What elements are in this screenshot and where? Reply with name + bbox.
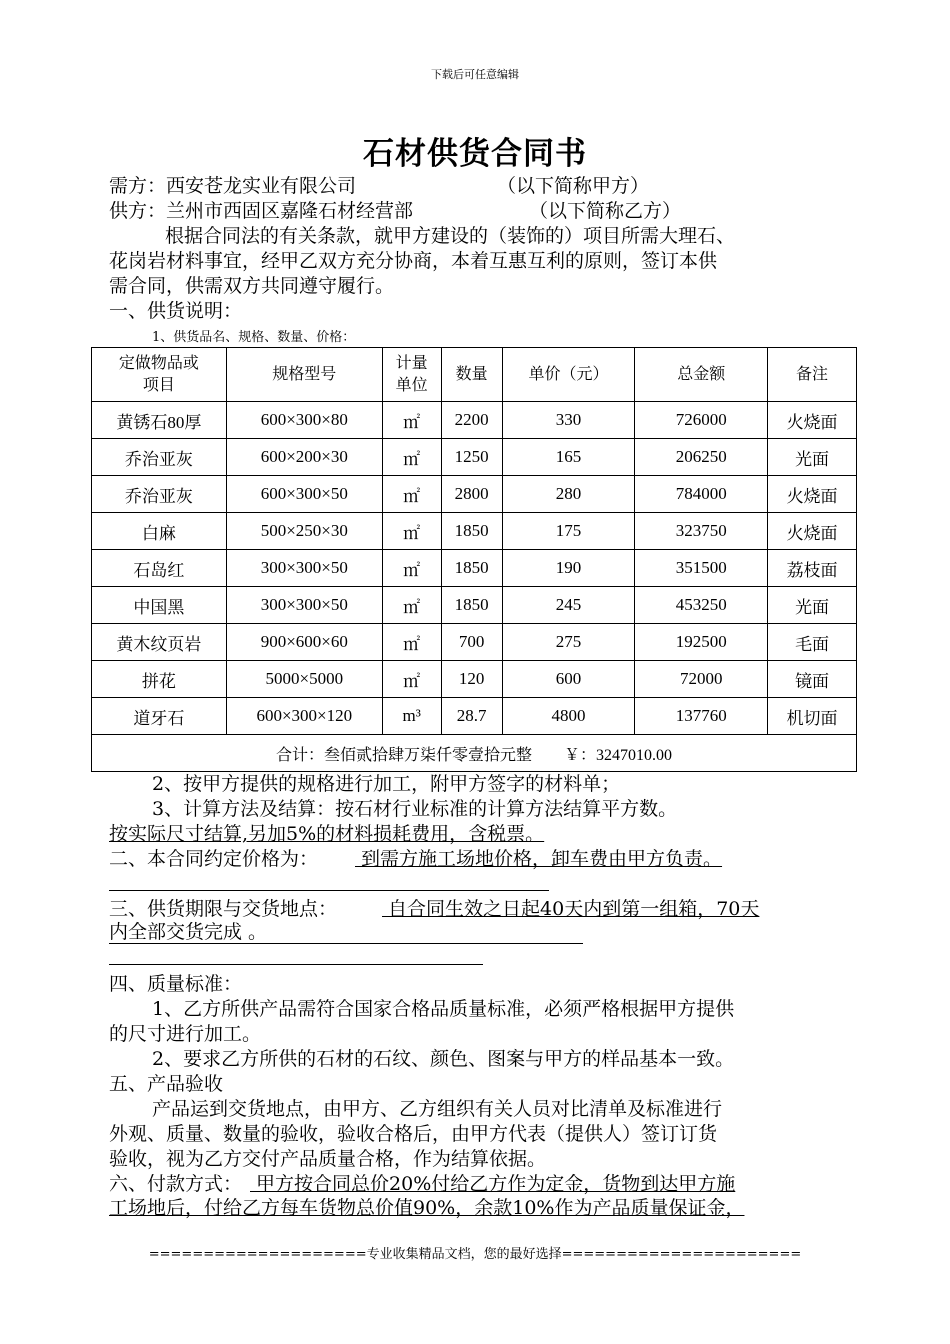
section-2-value: 到需方施工场地价格，卸车费由甲方负责。 [355, 848, 723, 870]
table-cell: 乔治亚灰 [92, 476, 227, 513]
table-cell: 白麻 [92, 513, 227, 550]
section-5-line: 验收，视为乙方交付产品质量合格，作为结算依据。 [109, 1148, 547, 1170]
intro-line: 根据合同法的有关条款，就甲方建设的（装饰的）项目所需大理石、 [165, 225, 736, 247]
table-cell: 拼花 [92, 661, 227, 698]
section-1-title: 一、供货说明： [109, 300, 243, 322]
blank-underline [109, 964, 483, 965]
table-cell: 137760 [635, 698, 768, 735]
table-cell: 280 [502, 476, 635, 513]
table-cell: ㎡ [382, 550, 441, 587]
seller-line: 供方：兰州市西固区嘉隆石材经营部 [109, 200, 414, 222]
table-cell: 275 [502, 624, 635, 661]
table-cell: 火烧面 [768, 402, 857, 439]
clause-item-3: 3、计算方法及结算：按石材行业标准的计算方法结算平方数。 [152, 798, 678, 820]
table-cell: 石岛红 [92, 550, 227, 587]
table-cell: ㎡ [382, 587, 441, 624]
clause-item-3-cont: 按实际尺寸结算,另加5%的材料损耗费用，含税票。 [109, 823, 545, 845]
section-5-title: 五、产品验收 [109, 1073, 224, 1095]
section-6-value: 甲方按合同总价20%付给乙方作为定金，货物到达甲方施 [250, 1173, 736, 1195]
table-header-cell: 数量 [441, 348, 502, 402]
table-cell: 600 [502, 661, 635, 698]
clause-item-2: 2、按甲方提供的规格进行加工，附甲方签字的材料单； [152, 773, 621, 795]
section-4-item-1: 1、乙方所供产品需符合国家合格品质量标准，必须严格根据甲方提供 [152, 998, 735, 1020]
table-header-row [92, 348, 857, 402]
table-row [92, 624, 857, 661]
section-4-item-1-cont: 的尺寸进行加工。 [109, 1023, 262, 1045]
table-row [92, 550, 857, 587]
table-cell: 2200 [441, 402, 502, 439]
table-cell: 黄锈石80厚 [92, 402, 227, 439]
table-cell: 165 [502, 439, 635, 476]
table-cell: 900×600×60 [226, 624, 382, 661]
section-5-line: 产品运到交货地点，由甲方、乙方组织有关人员对比清单及标准进行 [152, 1098, 723, 1120]
table-cell: 72000 [635, 661, 768, 698]
document-title: 石材供货合同书 [363, 136, 587, 172]
table-cell: 中国黑 [92, 587, 227, 624]
table-cell: 206250 [635, 439, 768, 476]
intro-line: 花岗岩材料事宜，经甲乙双方充分协商，本着互惠互利的原则，签订本供 [109, 250, 718, 272]
buyer-abbr: （以下简称甲方） [497, 175, 650, 197]
section-3-label: 三、供货期限与交货地点： [109, 898, 338, 920]
intro-line: 需合同，供需双方共同遵守履行。 [109, 275, 395, 297]
table-row [92, 439, 857, 476]
buyer-line: 需方：西安苍龙实业有限公司 [109, 175, 357, 197]
table-cell: m³ [382, 698, 441, 735]
table-cell: 荔枝面 [768, 550, 857, 587]
table-cell: ㎡ [382, 439, 441, 476]
table-cell: 乔治亚灰 [92, 439, 227, 476]
table-cell: 火烧面 [768, 476, 857, 513]
table-header-cell: 定做物品或项目 [92, 348, 227, 402]
table-cell: 光面 [768, 587, 857, 624]
table-cell: 600×300×50 [226, 476, 382, 513]
table-cell: 黄木纹页岩 [92, 624, 227, 661]
table-row [92, 476, 857, 513]
table-header-cell: 规格型号 [226, 348, 382, 402]
table-row [92, 513, 857, 550]
table-cell: 120 [441, 661, 502, 698]
table-cell: 700 [441, 624, 502, 661]
table-cell: 323750 [635, 513, 768, 550]
table-cell: 1850 [441, 587, 502, 624]
supply-table [91, 347, 857, 772]
table-cell: 光面 [768, 439, 857, 476]
table-cell: 4800 [502, 698, 635, 735]
table-row [92, 661, 857, 698]
section-3-value: 自合同生效之日起40天内到第一组箱，70天 [382, 898, 760, 920]
table-cell: 300×300×50 [226, 550, 382, 587]
table-cell: 300×300×50 [226, 587, 382, 624]
table-cell: 火烧面 [768, 513, 857, 550]
table-header-cell: 单价（元） [502, 348, 635, 402]
table-cell: ㎡ [382, 624, 441, 661]
table-cell: ㎡ [382, 402, 441, 439]
table-cell: 330 [502, 402, 635, 439]
table-cell: 600×200×30 [226, 439, 382, 476]
table-cell: 726000 [635, 402, 768, 439]
table-cell: 毛面 [768, 624, 857, 661]
section-5-line: 外观、质量、数量的验收，验收合格后，由甲方代表（提供人）签订订货 [109, 1123, 718, 1145]
table-cell: 784000 [635, 476, 768, 513]
table-cell: 机切面 [768, 698, 857, 735]
table-cell: 600×300×120 [226, 698, 382, 735]
table-row [92, 587, 857, 624]
table-cell: 500×250×30 [226, 513, 382, 550]
table-cell: ㎡ [382, 476, 441, 513]
table-header-cell: 计量单位 [382, 348, 441, 402]
table-total-row [92, 735, 857, 772]
table-cell: 5000×5000 [226, 661, 382, 698]
section-6-label: 六、付款方式： [109, 1173, 243, 1195]
seller-abbr: （以下简称乙方） [529, 200, 682, 222]
table-header-cell: 备注 [768, 348, 857, 402]
table-cell: ㎡ [382, 661, 441, 698]
table-row [92, 698, 857, 735]
table-cell: 453250 [635, 587, 768, 624]
section-4-item-2: 2、要求乙方所供的石材的石纹、颜色、图案与甲方的样品基本一致。 [152, 1048, 735, 1070]
table-cell: 1250 [441, 439, 502, 476]
total-amount: 合计：叁佰贰拾肆万柒仟零壹拾元整 ￥：3247010.00 [92, 735, 857, 772]
table-cell: 351500 [635, 550, 768, 587]
table-cell: 2800 [441, 476, 502, 513]
table-cell: 镜面 [768, 661, 857, 698]
blank-underline [109, 890, 549, 891]
table-cell: 175 [502, 513, 635, 550]
table-cell: 道牙石 [92, 698, 227, 735]
header-note: 下载后可任意编辑 [431, 68, 519, 81]
section-2-label: 二、本合同约定价格为： [109, 848, 319, 870]
table-cell: ㎡ [382, 513, 441, 550]
section-3-cont: 内全部交货完成 。 [109, 921, 583, 944]
table-cell: 600×300×80 [226, 402, 382, 439]
table-row [92, 402, 857, 439]
section-4-title: 四、质量标准： [109, 973, 243, 995]
table-cell: 192500 [635, 624, 768, 661]
table-cell: 245 [502, 587, 635, 624]
section-1-subtitle: 1、供货品名、规格、数量、价格： [152, 330, 356, 345]
table-cell: 1850 [441, 550, 502, 587]
table-header-cell: 总金额 [635, 348, 768, 402]
table-cell: 1850 [441, 513, 502, 550]
table-cell: 190 [502, 550, 635, 587]
section-6-cont: 工场地后，付给乙方每车货物总价值90%，余款10%作为产品质量保证金， [109, 1197, 745, 1219]
table-cell: 28.7 [441, 698, 502, 735]
footer-banner: ====================专业收集精品文档，您的最好选择====================== [148, 1247, 802, 1262]
